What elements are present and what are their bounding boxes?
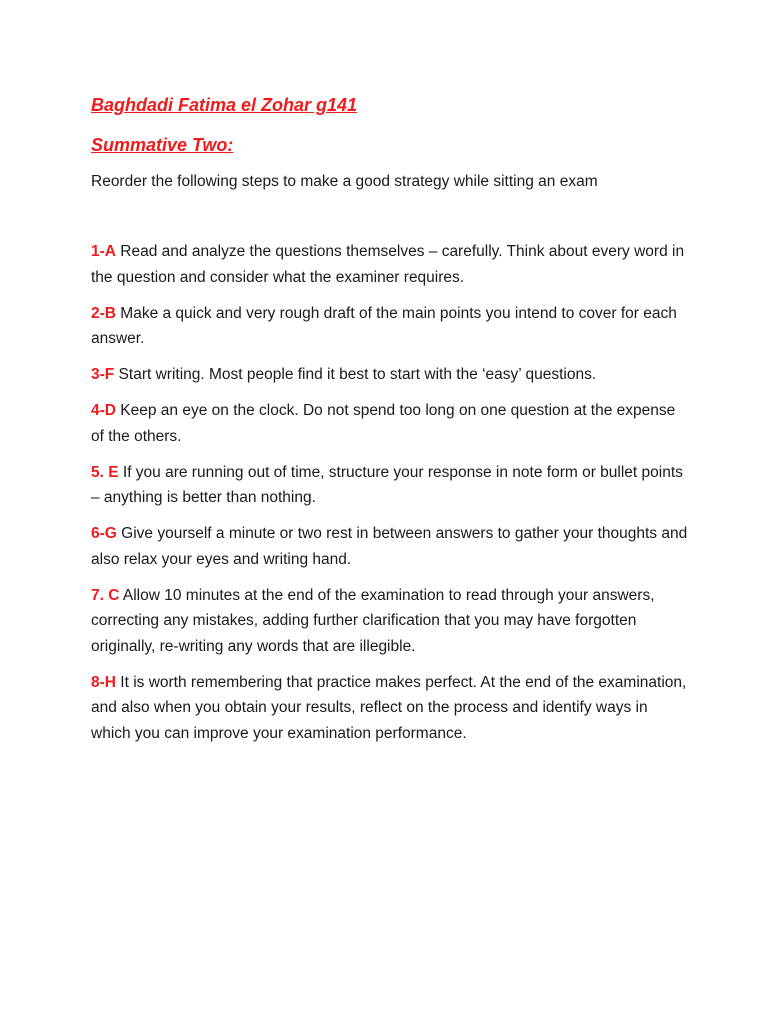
step-item <box>91 239 691 290</box>
step-text: Allow 10 minutes at the end of the examination to read through your answers, correcting any mistakes, adding further clarification that you may have forgotten originally, re-writing any words that are illegible. <box>91 586 655 655</box>
step-label: 7. C <box>91 586 120 604</box>
step-label: 8-H <box>91 673 116 691</box>
step-item <box>91 362 691 388</box>
step-label: 2-B <box>91 304 116 322</box>
step-item <box>91 583 691 660</box>
step-text: Give yourself a minute or two rest in between answers to gather your thoughts and also relax your eyes and writing hand. <box>91 525 688 568</box>
step-label: 1-A <box>91 243 116 260</box>
author-heading: Baghdadi Fatima el Zohar g141 <box>91 95 358 115</box>
step-text: Keep an eye on the clock. Do not spend too long on one question at the expense of the others. <box>91 402 676 445</box>
document-body <box>91 92 691 757</box>
step-text: It is worth remembering that practice makes perfect. At the end of the examination, and also when you obtain your results, reflect on the process and identify ways in which you can improve your examination performance. <box>91 673 687 742</box>
step-item <box>91 521 691 572</box>
step-label: 3-F <box>91 366 115 383</box>
instructions-text: Reorder the following steps to make a good strategy while sitting an exam <box>91 173 598 190</box>
step-item <box>91 460 691 511</box>
step-item <box>91 301 691 352</box>
step-item <box>91 398 691 449</box>
subtitle-heading: Summative Two: <box>91 135 234 155</box>
steps-list <box>91 239 691 746</box>
step-text: Make a quick and very rough draft of the main points you intend to cover for each answer. <box>91 304 677 347</box>
step-text: Read and analyze the questions themselves – carefully. Think about every word in the question and consider what the examiner requires. <box>91 243 685 286</box>
step-label: 5. E <box>91 463 119 481</box>
step-text: If you are running out of time, structure your response in note form or bullet points – anything is better than nothing. <box>91 463 683 506</box>
step-label: 6-G <box>91 525 117 542</box>
step-text: Start writing. Most people find it best to start with the ‘easy’ questions. <box>114 366 597 383</box>
step-item <box>91 670 691 747</box>
step-label: 4-D <box>91 402 116 419</box>
